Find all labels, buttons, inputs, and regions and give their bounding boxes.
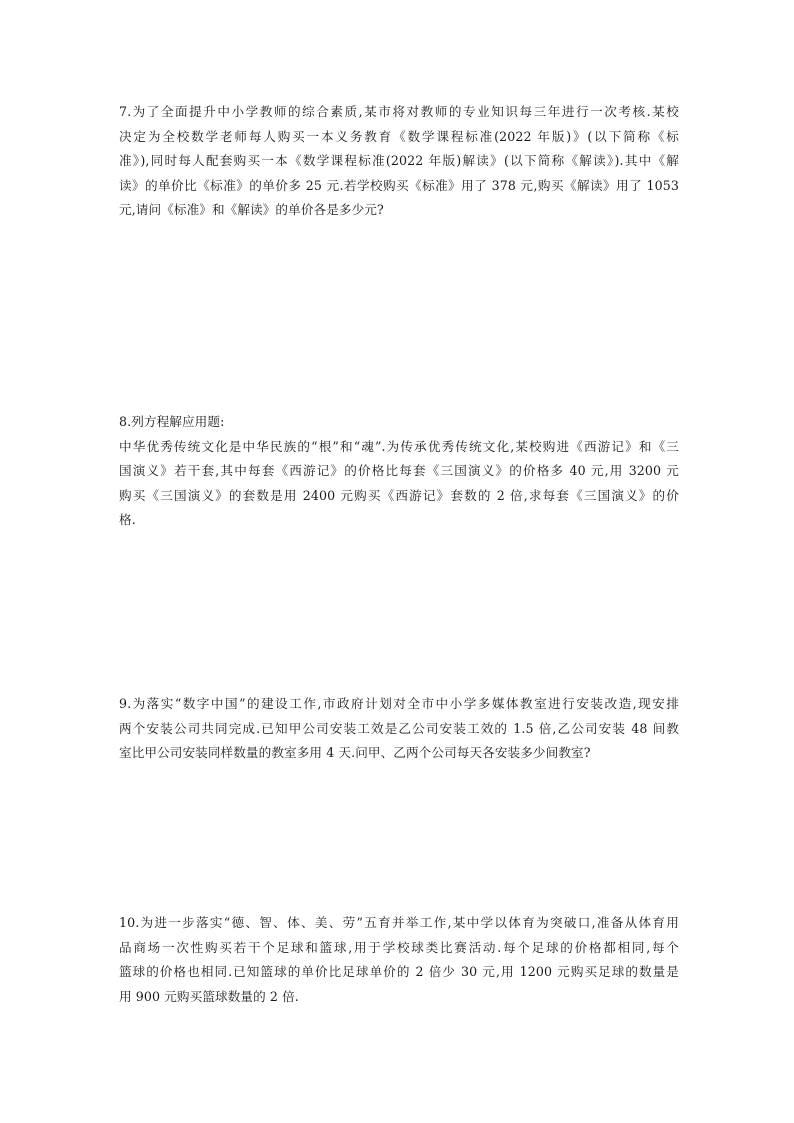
problem-7-line-2: 决定为全校数学老师每人购买一本义务教育《数学课程标准(2022 年版)》(以下简称《标 [119, 128, 679, 144]
problem-9 [119, 692, 679, 766]
problem-7-line-4: 读》的单价比《标准》的单价多 25 元.若学校购买《标准》用了 378 元,购买《解读》用了 1053 [119, 177, 679, 193]
problem-10-line-4: 用 900 元购买篮球数量的 2 倍. [119, 988, 299, 1004]
problem-8-line-4: 购买《三国演义》的套数是用 2400 元购买《西游记》套数的 2 倍,求每套《三国演义》的价 [119, 487, 679, 503]
problem-9-line-2: 两个安装公司共同完成.已知甲公司安装工效是乙公司安装工效的 1.5 倍,乙公司安装 48 间教 [119, 720, 679, 736]
problem-10-line-3: 篮球的价格也相同.已知篮球的单价比足球单价的 2 倍少 30 元,用 1200 元购买足球的数量是 [119, 964, 679, 979]
problem-7-line-1: 7.为了全面提升中小学教师的综合素质,某市将对教师的专业知识每三年进行一次考核.某校 [119, 104, 679, 119]
problem-8-line-5: 格. [119, 512, 136, 527]
problem-10 [119, 911, 679, 1009]
problem-8-line-2: 中华优秀传统文化是中华民族的“根”和“魂”.为传承优秀传统文化,某校购进《西游记》和《三 [119, 438, 679, 454]
problem-8-line-1: 8.列方程解应用题: [119, 414, 225, 429]
problem-8 [119, 410, 679, 533]
problem-10-line-1: 10.为进一步落实“德、智、体、美、劳”五育并举工作,某中学以体育为突破口,准备从体育用 [119, 915, 679, 930]
problem-7-line-5: 元,请问《标准》和《解读》的单价各是多少元? [119, 202, 384, 217]
problem-7-line-3: 准》),同时每人配套购买一本《数学课程标准(2022 年版)解读》(以下简称《解读》).其中《解 [119, 153, 679, 168]
problem-9-line-1: 9.为落实“数字中国”的建设工作,市政府计划对全市中小学多媒体教室进行安装改造,现安排 [119, 696, 679, 711]
problem-10-line-2: 品商场一次性购买若干个足球和篮球,用于学校球类比赛活动.每个足球的价格都相同,每个 [119, 939, 679, 955]
problem-7 [119, 100, 679, 223]
problem-9-line-3: 室比甲公司安装同样数量的教室多用 4 天.问甲、乙两个公司每天各安装多少间教室? [119, 745, 591, 760]
problem-8-line-3: 国演义》若干套,其中每套《西游记》的价格比每套《三国演义》的价格多 40 元,用 3200 元 [119, 463, 679, 478]
